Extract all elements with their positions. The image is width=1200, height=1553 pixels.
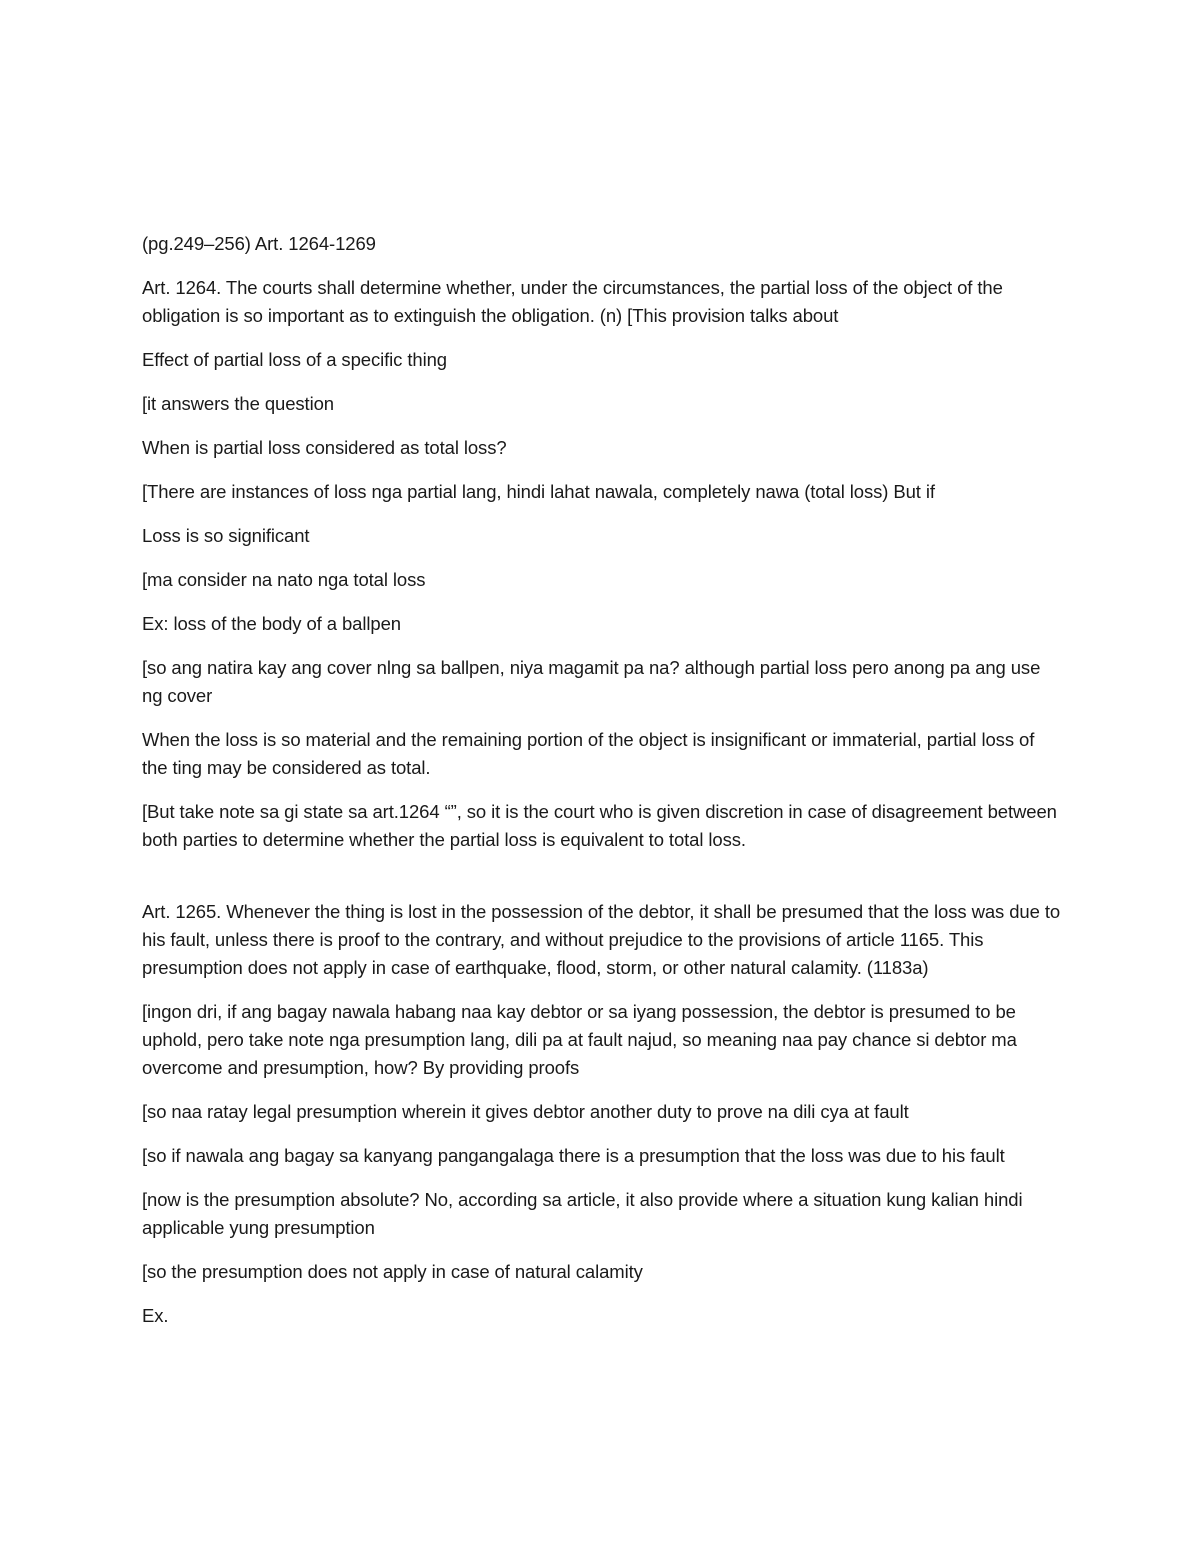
- note-paragraph: [There are instances of loss nga partial lang, hindi lahat nawala, completely nawa (total loss) But if: [142, 481, 935, 502]
- article-1264-text: Art. 1264. The courts shall determine whether, under the circumstances, the partial loss of the object of the obligation is so important as to extinguish the obligation. (n) [This provision talks about: [142, 277, 1003, 326]
- note-paragraph: [so if nawala ang bagay sa kanyang pangangalaga there is a presumption that the loss was due to his fault: [142, 1145, 1005, 1166]
- note-paragraph: [so ang natira kay ang cover nlng sa ballpen, niya magamit pa na? although partial loss pero anong pa ang use ng cover: [142, 657, 1041, 706]
- note-paragraph: [ingon dri, if ang bagay nawala habang naa kay debtor or sa iyang possession, the debtor is presumed to be uphold, pero take note nga presumption lang, dili pa at fault najud, so meaning naa pay chance si debtor ma overcome and presumption, how? By providing proofs: [142, 1001, 1017, 1078]
- note-paragraph: [so naa ratay legal presumption wherein it gives debtor another duty to prove na dili cya at fault: [142, 1101, 909, 1122]
- note-paragraph: Loss is so significant: [142, 525, 310, 546]
- note-paragraph: [it answers the question: [142, 393, 334, 414]
- example-paragraph: Ex.: [142, 1305, 169, 1326]
- note-paragraph: Effect of partial loss of a specific thing: [142, 349, 447, 370]
- note-paragraph: [now is the presumption absolute? No, according sa article, it also provide where a situation kung kalian hindi applicable yung presumption: [142, 1189, 1023, 1238]
- note-paragraph: [But take note sa gi state sa art.1264 “”, so it is the court who is given discretion in case of disagreement between both parties to determine whether the partial loss is equivalent to total loss.: [142, 801, 1057, 850]
- example-paragraph: Ex: loss of the body of a ballpen: [142, 613, 401, 634]
- note-paragraph: [so the presumption does not apply in case of natural calamity: [142, 1261, 643, 1282]
- article-1265-text: Art. 1265. Whenever the thing is lost in the possession of the debtor, it shall be presumed that the loss was due to his fault, unless there is proof to the contrary, and without prejudice to the provisions of article 1165. This presumption does not apply in case of earthquake, flood, storm, or other natural calamity. (1183a): [142, 901, 1061, 978]
- heading-page-range: (pg.249–256) Art. 1264-1269: [142, 233, 376, 254]
- note-paragraph: When the loss is so material and the remaining portion of the object is insignificant or immaterial, partial loss of the ting may be considered as total.: [142, 729, 1035, 778]
- note-paragraph: [ma consider na nato nga total loss: [142, 569, 426, 590]
- note-paragraph: When is partial loss considered as total loss?: [142, 437, 507, 458]
- document-page: [142, 230, 1062, 1346]
